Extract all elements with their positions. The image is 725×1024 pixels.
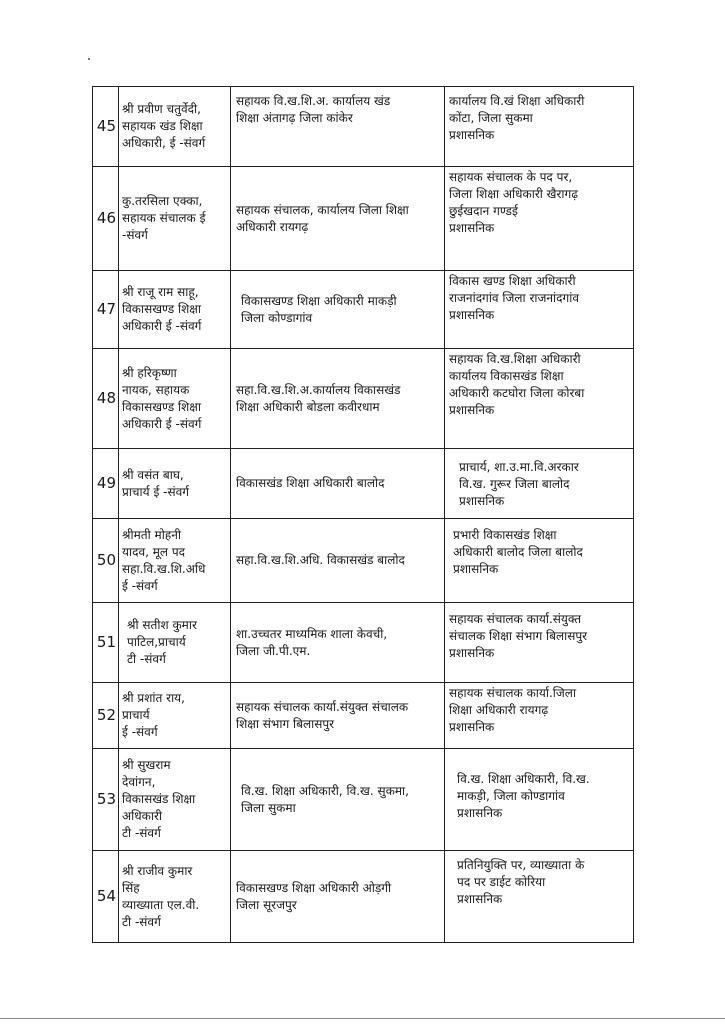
officer-name-designation: श्री प्रवीण चतुर्वेदी, सहायक खंड शिक्षा अधिकारी, ई -संवर्ग (119, 87, 231, 167)
new-posting: प्रतिनियुक्ति पर, व्याख्याता के पद पर डाईट कोरिया प्रशासनिक (445, 851, 634, 943)
transfer-reason: प्रशासनिक (449, 221, 495, 235)
serial-number: 45 (93, 87, 119, 167)
current-posting: सहा.वि.ख.शि.अधि. विकासखंड बालोद (231, 519, 445, 603)
table-row (93, 749, 634, 851)
serial-number: 52 (93, 683, 119, 749)
serial-number: 46 (93, 167, 119, 271)
transfer-reason: प्रशासनिक (453, 562, 499, 576)
transfer-reason: प्रशासनिक (449, 720, 495, 734)
current-posting: सहा.वि.ख.शि.अ.कार्यालय विकासखंड शिक्षा अधिकारी बोडला कवीरधाम (231, 349, 445, 449)
table-row (93, 349, 634, 449)
new-posting: वि.ख. शिक्षा अधिकारी, वि.ख. माकड़ी, जिला कोण्डागांव प्रशासनिक (445, 749, 634, 851)
table-row (93, 683, 634, 749)
table-row (93, 449, 634, 519)
transfer-reason: प्रशासनिक (449, 128, 495, 142)
new-posting: विकास खण्ड शिक्षा अधिकारी राजनांदगांव जिला राजनांदगांव प्रशासनिक (445, 271, 634, 349)
current-posting: वि.ख. शिक्षा अधिकारी, वि.ख. सुकमा, जिला सुकमा (231, 749, 445, 851)
table-row (93, 851, 634, 943)
new-posting: प्रभारी विकासखंड शिक्षा अधिकारी बालोद जिला बालोद प्रशासनिक (445, 519, 634, 603)
table-row (93, 271, 634, 349)
officer-name-designation: श्री सुखराम देवांगन, विकासखंड शिक्षा अधिकारी टी -संवर्ग (119, 749, 231, 851)
officer-name-designation: श्री सतीश कुमार पाटिल,प्राचार्य टी -संवर्ग (119, 603, 231, 683)
serial-number: 50 (93, 519, 119, 603)
serial-number: 54 (93, 851, 119, 943)
page-bottom-rule (0, 1018, 725, 1019)
serial-number: 51 (93, 603, 119, 683)
table-body (93, 87, 634, 943)
serial-number: 48 (93, 349, 119, 449)
officer-name-designation: श्री हरिकृष्णा नायक, सहायक विकासखण्ड शिक्षा अधिकारी ई -संवर्ग (119, 349, 231, 449)
current-posting: सहायक संचालक, कार्यालय जिला शिक्षा अधिकारी रायगढ़ (231, 167, 445, 271)
current-posting: सहायक वि.ख.शि.अ. कार्यालय खंड शिक्षा अंतागढ़ जिला कांकेर (231, 87, 445, 167)
table-row (93, 603, 634, 683)
new-posting: सहायक संचालक के पद पर, जिला शिक्षा अधिकारी खैरागढ़ छुईखदान गण्डई प्रशासनिक (445, 167, 634, 271)
transfer-order-table (92, 86, 634, 943)
transfer-reason: प्रशासनिक (449, 308, 495, 322)
current-posting: सहायक संचालक कार्या.संयुक्त संचालक शिक्षा संभाग बिलासपुर (231, 683, 445, 749)
table-row (93, 519, 634, 603)
current-posting: शा.उच्चतर माध्यमिक शाला केवची, जिला जी.पी.एम. (231, 603, 445, 683)
serial-number: 53 (93, 749, 119, 851)
new-posting: सहायक संचालक कार्या.संयुक्त संचालक शिक्षा संभाग बिलासपुर प्रशासनिक (445, 603, 634, 683)
table-row (93, 87, 634, 167)
new-posting: सहायक वि.ख.शिक्षा अधिकारी कार्यालय विकासखंड शिक्षा अधिकारी कटघोरा जिला कोरबा प्रशासनिक (445, 349, 634, 449)
transfer-reason: प्रशासनिक (459, 494, 505, 508)
officer-name-designation: कु.तरसिला एक्का, सहायक संचालक ई -संवर्ग (119, 167, 231, 271)
current-posting: विकासखण्ड शिक्षा अधिकारी ओड़गी जिला सूरजपुर (231, 851, 445, 943)
officer-name-designation: श्री राजू राम साहू, विकासखण्ड शिक्षा अधिकारी ई -संवर्ग (119, 271, 231, 349)
transfer-reason: प्रशासनिक (457, 806, 503, 820)
officer-name-designation: श्रीमती मोहनी यादव, मूल पद सहा.वि.ख.शि.अधि ई -संवर्ग (119, 519, 231, 603)
officer-name-designation: श्री वसंत बाघ, प्राचार्य ई -संवर्ग (119, 449, 231, 519)
officer-name-designation: श्री प्रशांत राय, प्राचार्य ई -संवर्ग (119, 683, 231, 749)
table-row (93, 167, 634, 271)
new-posting: कार्यालय वि.खं शिक्षा अधिकारी कोंटा, जिला सुकमा प्रशासनिक (445, 87, 634, 167)
transfer-reason: प्रशासनिक (449, 403, 495, 417)
transfer-reason: प्रशासनिक (449, 646, 495, 660)
serial-number: 49 (93, 449, 119, 519)
officer-name-designation: श्री राजीव कुमार सिंह व्याख्याता एल.वी. टी -संवर्ग (119, 851, 231, 943)
serial-number: 47 (93, 271, 119, 349)
current-posting: विकासखंड शिक्षा अधिकारी बालोद (231, 449, 445, 519)
transfer-reason: प्रशासनिक (457, 892, 503, 906)
page-speck (88, 58, 90, 60)
new-posting: सहायक संचालक कार्या.जिला शिक्षा अधिकारी रायगढ़ प्रशासनिक (445, 683, 634, 749)
current-posting: विकासखण्ड शिक्षा अधिकारी माकड़ी जिला कोण्डागांव (231, 271, 445, 349)
new-posting: प्राचार्य, शा.उ.मा.वि.अरकार वि.ख. गुरूर जिला बालोद प्रशासनिक (445, 449, 634, 519)
